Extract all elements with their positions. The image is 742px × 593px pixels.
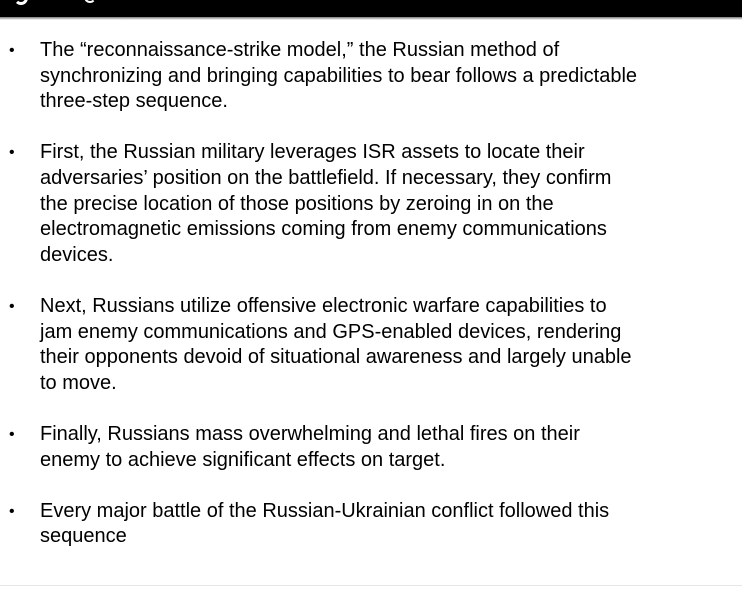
bottom-divider bbox=[0, 585, 742, 586]
cropped-title-glyph bbox=[14, 0, 28, 5]
bullet-item bbox=[0, 499, 640, 550]
bullet-item bbox=[0, 422, 640, 473]
bullet-list bbox=[0, 38, 742, 575]
bullet-text: Next, Russians utilize offensive electronic warfare capabilities to jam enemy communications and GPS-enabled devices, rendering their opponents devoid of situational awareness and largely unable to move. bbox=[40, 294, 632, 394]
bullet-text: The “reconnaissance-strike model,” the Russian method of synchronizing and bringing capabilities to bear follows a predictable three-step sequence. bbox=[40, 39, 638, 113]
bullet-marker: • bbox=[9, 425, 15, 443]
bullet-item bbox=[0, 38, 640, 115]
bullet-item bbox=[0, 294, 640, 396]
bullet-marker: • bbox=[9, 42, 15, 59]
title-bar-shadow bbox=[0, 17, 742, 20]
bullet-text: Every major battle of the Russian-Ukrainian conflict followed this sequence bbox=[40, 499, 610, 548]
bullet-marker: • bbox=[9, 297, 15, 315]
bullet-text: Finally, Russians mass overwhelming and lethal fires on their enemy to achieve significant effects on target. bbox=[40, 422, 580, 471]
bullet-marker: • bbox=[9, 144, 15, 162]
cropped-title-glyph bbox=[84, 0, 96, 3]
bullet-text: First, the Russian military leverages ISR assets to locate their adversaries’ position on the battlefield. If necessary, they confirm the precise location of those positions by zeroing in on the electromagnetic emissions coming from enemy communications devices. bbox=[40, 141, 612, 266]
bullet-item bbox=[0, 140, 640, 268]
bullet-marker: • bbox=[9, 502, 15, 520]
slide-title-bar bbox=[0, 0, 742, 17]
